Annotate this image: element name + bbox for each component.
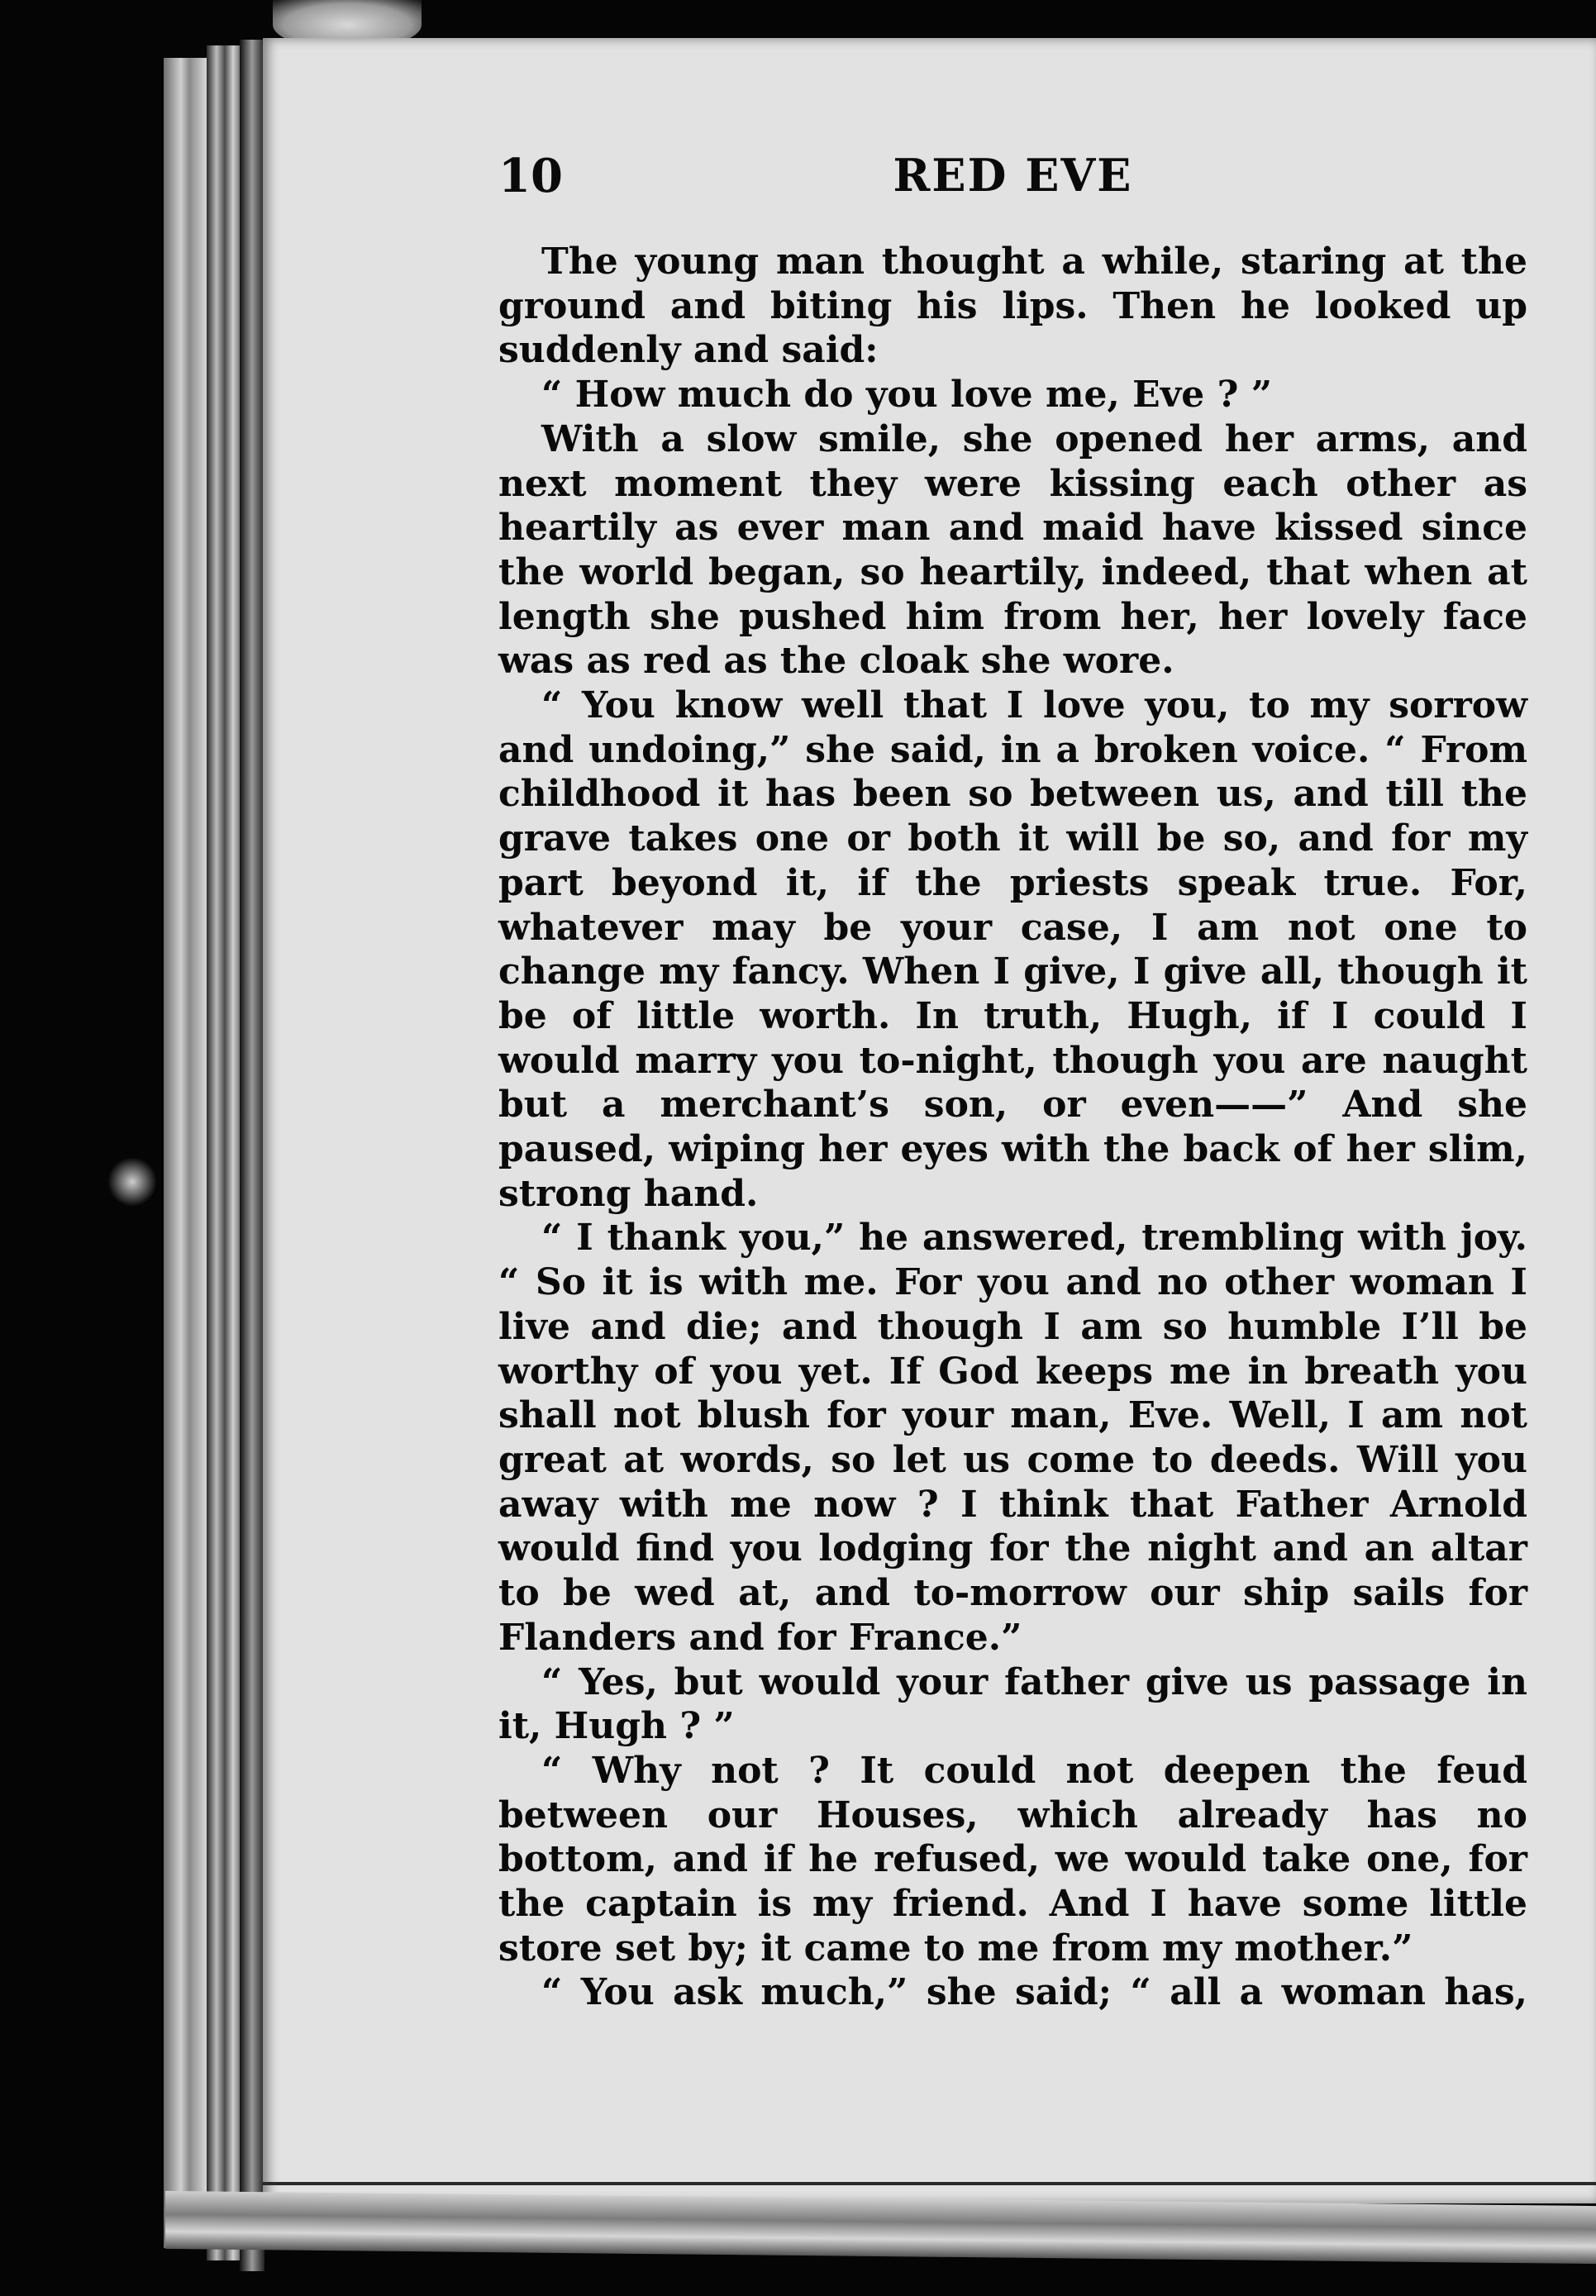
paragraph: The young man thought a while, staring at the ground and biting his lips. Then he looked up suddenly and said: (498, 241, 1527, 372)
paragraph: With a slow smile, she opened her arms, and next moment they were kissing each other as heartily as ever man and maid have kissed since the world began, so heartily, indeed, that when at length she pushed him from her, her lovely face was as red as the cloak she wore. (498, 417, 1527, 683)
paragraph: “ How much do you love me, Eve ? ” (541, 374, 1272, 417)
body-text (498, 240, 1527, 2015)
paragraph: “ Yes, but would your father give us passage in it, Hugh ? ” (498, 1660, 1527, 1748)
running-title: RED EVE (893, 149, 1133, 202)
page-bottom-edge (263, 2182, 1596, 2185)
page-edges (240, 40, 264, 2271)
page-header (498, 149, 1527, 215)
paragraph: “ You ask much,” she said; “ all a woman has, (541, 1971, 1527, 2014)
page-number: 10 (498, 149, 563, 203)
paragraph: “ I thank you,” he answered, trembling with joy. “ So it is with me. For you and no other woman I live and die; and though I am so humble I’ll be worthy of you yet. If God keeps me in breath you shall not blush for your man, Eve. Well, I am not great at words, so let us come to deeds. Will you away with me now ? I think that Father Arnold would find you lodging for the night and an altar to be wed at, and to-morrow our ship sails for Flanders and for France.” (498, 1217, 1527, 1659)
page-edges (164, 58, 207, 2248)
page-edges (207, 45, 240, 2260)
paragraph: “ Why not ? It could not deepen the feud between our Houses, which already has no bottom, and if he refused, we would take one, for the captain is my friend. And I have some little store set by; it came to me from my mother.” (498, 1749, 1527, 1970)
paragraph: “ You know well that I love you, to my sorrow and undoing,” she said, in a broken voice. “ From childhood it has been so between us, and till the grave takes one or both it will be so, and for my part beyond it, if the priests speak true. For, whatever may be your case, I am not one to change my fancy. When I give, I give all, though it be of little worth. In truth, Hugh, if I could I would marry you to-night, though you are naught but a merchant’s son, or even——” And she paused, wiping her eyes with the back of her slim, strong hand. (498, 684, 1527, 1215)
light-glare (107, 1157, 157, 1207)
